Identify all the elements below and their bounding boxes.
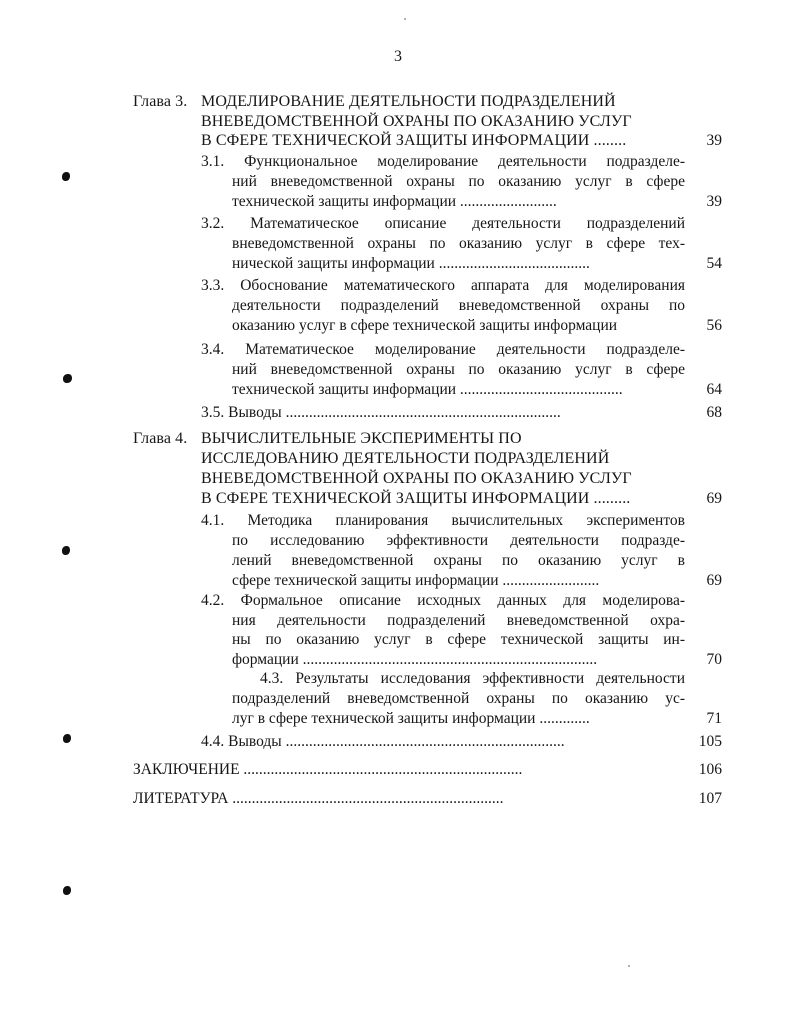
conclusion-page: 106 <box>698 761 722 778</box>
section-line: 3.2. Математическое описание деятельности подразделений <box>201 215 685 232</box>
section-3-5-page: 68 <box>706 404 722 421</box>
section-line: технической защиты информации .......................................... <box>232 381 623 398</box>
scan-mark <box>63 374 72 383</box>
section-line: технической защиты информации ......................... <box>232 193 557 210</box>
section-line: 4.3. Результаты исследования эффективности деятельности <box>260 670 685 687</box>
section-3-1-page: 39 <box>706 193 722 210</box>
chapter-4-title-line: ВНЕВЕДОМСТВЕННОЙ ОХРАНЫ ПО ОКАЗАНИЮ УСЛУГ <box>201 470 632 487</box>
scan-speck <box>628 965 630 967</box>
literature-page: 107 <box>698 790 722 807</box>
section-line: ний вневедомственной охраны по оказанию услуг в сфере <box>232 173 685 190</box>
chapter-3-label: Глава 3. <box>133 93 188 110</box>
section-line: нической защиты информации ....................................... <box>232 255 590 272</box>
chapter-4-title-line: ИССЛЕДОВАНИЮ ДЕЯТЕЛЬНОСТИ ПОДРАЗДЕЛЕНИЙ <box>201 450 610 467</box>
literature-label: ЛИТЕРАТУРА ...................................................................... <box>133 790 504 807</box>
section-4-2-page: 70 <box>706 651 722 668</box>
chapter-3-page: 39 <box>706 132 722 149</box>
section-line: 3.5. Выводы ....................................................................... <box>201 404 561 421</box>
chapter-3-title-line: МОДЕЛИРОВАНИЕ ДЕЯТЕЛЬНОСТИ ПОДРАЗДЕЛЕНИЙ <box>201 93 616 110</box>
conclusion-label: ЗАКЛЮЧЕНИЕ ........................................................................ <box>133 761 523 778</box>
section-line: 4.2. Формальное описание исходных данных для моделирова- <box>201 592 685 609</box>
section-line: ния деятельности подразделений вневедомственной охра- <box>232 612 685 629</box>
scan-speck <box>404 18 406 20</box>
chapter-3-title-line: ВНЕВЕДОМСТВЕННОЙ ОХРАНЫ ПО ОКАЗАНИЮ УСЛУГ <box>201 113 632 130</box>
section-line: 4.1. Методика планирования вычислительных экспериментов <box>201 512 685 529</box>
section-4-4-page: 105 <box>698 733 722 750</box>
chapter-4-label: Глава 4. <box>133 430 188 447</box>
section-line: 3.1. Функциональное моделирование деятельности подразделе- <box>201 153 685 170</box>
section-4-1-page: 69 <box>706 572 722 589</box>
page-number: 3 <box>394 48 402 65</box>
chapter-4-title-line: ВЫЧИСЛИТЕЛЬНЫЕ ЭКСПЕРИМЕНТЫ ПО <box>201 430 522 447</box>
section-line: луг в сфере технической защиты информации ............. <box>232 710 590 727</box>
section-line: подразделений вневедомственной охраны по оказанию ус- <box>232 690 685 707</box>
section-3-3-page: 56 <box>706 317 722 334</box>
section-line: вневедомственной охраны по оказанию услуг в сфере тех- <box>232 235 685 252</box>
section-3-2-page: 54 <box>706 255 722 272</box>
section-line: 3.4. Математическое моделирование деятельности подразделе- <box>201 341 685 358</box>
section-line: ны по оказанию услуг в сфере технической защиты ин- <box>232 631 685 648</box>
section-3-4-page: 64 <box>706 381 722 398</box>
section-line: по исследованию эффективности деятельности подразде- <box>232 532 685 549</box>
chapter-4-title-line: В СФЕРЕ ТЕХНИЧЕСКОЙ ЗАЩИТЫ ИНФОРМАЦИИ ......... <box>201 490 631 507</box>
section-line: деятельности подразделений вневедомственной охраны по <box>232 297 685 314</box>
scan-mark <box>62 546 70 555</box>
section-line: сфере технической защиты информации ......................... <box>232 572 600 589</box>
section-line: лений вневедомственной охраны по оказанию услуг в <box>232 552 685 569</box>
chapter-3-title-line: В СФЕРЕ ТЕХНИЧЕСКОЙ ЗАЩИТЫ ИНФОРМАЦИИ ........ <box>201 132 627 149</box>
section-line: ний вневедомственной охраны по оказанию услуг в сфере <box>232 361 685 378</box>
scan-mark <box>62 172 70 181</box>
section-line: формации ............................................................................ <box>232 651 598 668</box>
scan-mark <box>63 734 71 743</box>
section-4-3-page: 71 <box>706 710 722 727</box>
section-line: оказанию услуг в сфере технической защиты информации <box>232 317 618 334</box>
section-line: 3.3. Обоснование математического аппарата для моделирования <box>201 277 685 294</box>
chapter-4-page: 69 <box>706 490 722 507</box>
section-line: 4.4. Выводы ........................................................................ <box>201 733 565 750</box>
scan-mark <box>63 886 71 895</box>
